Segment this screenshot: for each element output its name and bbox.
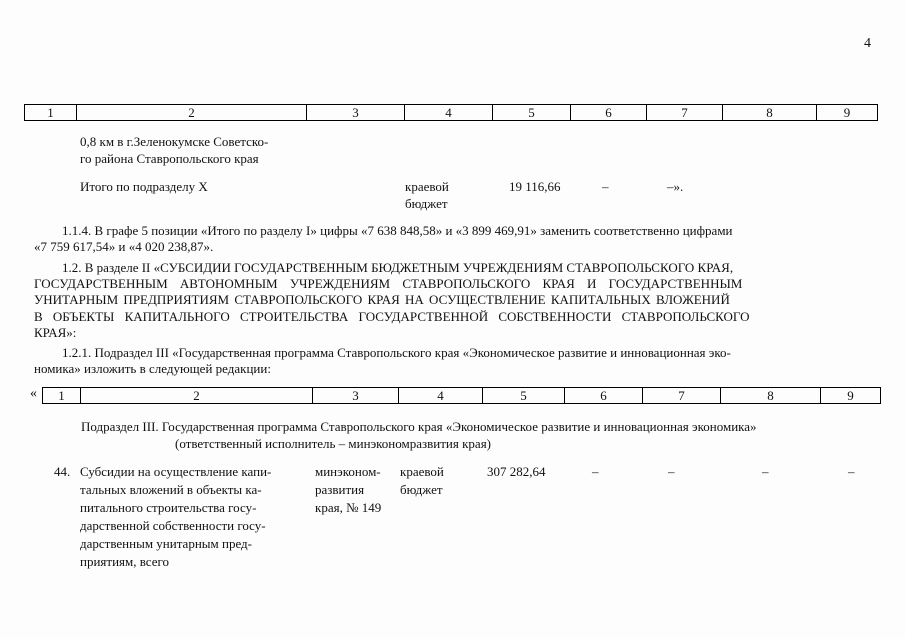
column-number-cell: 8 <box>723 105 817 121</box>
row-amount: 307 282,64 <box>487 464 546 479</box>
column-number-cell: 7 <box>647 105 723 121</box>
row-name-line: приятиям, всего <box>80 554 170 569</box>
paragraph-line: 1.2.1. Подраздел III «Государственная программа Ставропольского края «Экономическое развитие и инновационная эко- <box>62 345 731 360</box>
row-name-line <box>80 499 306 517</box>
top-row-name-line: 0,8 км в г.Зеленокумске Советско- <box>80 134 269 149</box>
top-row-dash: – <box>602 179 609 194</box>
column-number-cell: 6 <box>571 105 647 121</box>
row-name-text: питального строительства госу- <box>80 500 257 515</box>
column-number-cell: 6 <box>565 388 643 404</box>
row-budget-line: бюджет <box>400 482 443 497</box>
subsection-title: Подраздел III. Государственная программа Ставропольского края «Экономическое развитие и инновационная экономика» <box>81 419 757 434</box>
row-name-line <box>80 517 306 535</box>
subsection-total-amount: 19 116,66 <box>509 179 561 194</box>
column-number-cell: 9 <box>821 388 881 404</box>
paragraph-line: ГОСУДАРСТВЕННЫМ АВТОНОМНЫМ УЧРЕЖДЕНИЯМ СТАВРОПОЛЬСКОГО КРАЯ И ГОСУДАРСТВЕННЫМ <box>34 276 743 292</box>
row-name-text: тальных вложений в объекты ка- <box>80 482 262 497</box>
subsection-executor: (ответственный исполнитель – минэкономразвития края) <box>175 436 492 451</box>
column-number-row <box>43 388 881 404</box>
column-number-header-top <box>24 104 878 121</box>
paragraph-line: 1.2. В разделе II «СУБСИДИИ ГОСУДАРСТВЕННЫМ БЮДЖЕТНЫМ УЧРЕЖДЕНИЯМ СТАВРОПОЛЬСКОГО КРАЯ, <box>62 260 734 275</box>
paragraph-1-1-4 <box>34 223 869 255</box>
column-number-cell: 3 <box>307 105 405 121</box>
column-number-cell: 8 <box>721 388 821 404</box>
top-row-budget-line: бюджет <box>405 196 448 211</box>
paragraph-1-2-1 <box>34 345 869 377</box>
opening-quote: « <box>30 386 37 401</box>
paragraph-line: КРАЯ»: <box>34 324 77 340</box>
row-name-text: дарственной собственности госу- <box>80 518 266 533</box>
paragraph-1-2 <box>34 260 869 341</box>
subsection-total-label: Итого по подразделу Х <box>80 179 208 194</box>
row-number: 44. <box>54 464 71 479</box>
row-name-text: Субсидии на осуществление капи- <box>80 464 272 479</box>
row-dash: – <box>592 464 599 479</box>
row-dash: – <box>668 464 675 479</box>
paragraph-line: В ОБЪЕКТЫ КАПИТАЛЬНОГО СТРОИТЕЛЬСТВА ГОСУДАРСТВЕННОЙ СОБСТВЕННОСТИ СТАВРОПОЛЬСКОГО <box>34 308 750 324</box>
column-number-cell: 9 <box>817 105 878 121</box>
row-executor <box>315 463 381 517</box>
row-name <box>80 463 306 571</box>
paragraph-line: УНИТАРНЫМ ПРЕДПРИЯТИЯМ СТАВРОПОЛЬСКОГО КРАЯ НА ОСУЩЕСТВЛЕНИЕ КАПИТАЛЬНЫХ ВЛОЖЕНИЙ <box>34 292 730 308</box>
column-number-cell: 5 <box>483 388 565 404</box>
row-name-line <box>80 463 306 481</box>
column-number-cell: 4 <box>405 105 493 121</box>
row-dash: – <box>762 464 769 479</box>
column-number-header-bottom <box>42 387 881 404</box>
row-budget <box>400 463 444 499</box>
column-number-cell: 2 <box>77 105 307 121</box>
page-number: 4 <box>864 36 871 51</box>
paragraph-line: «7 759 617,54» и «4 020 238,87». <box>34 239 214 255</box>
row-executor-line: минэконом- <box>315 464 381 479</box>
paragraph-text: 1.1.4. В графе 5 позиции «Итого по разделу I» цифры «7 638 848,58» и «3 899 469,91» заменить соответственно цифрами <box>62 223 733 238</box>
column-number-cell: 7 <box>643 388 721 404</box>
column-number-row <box>25 105 878 121</box>
row-dash: – <box>848 464 855 479</box>
row-name-line <box>80 535 306 553</box>
column-number-cell: 4 <box>399 388 483 404</box>
top-row-closing: –». <box>667 179 684 194</box>
column-number-cell: 3 <box>313 388 399 404</box>
row-name-text: дарственным унитарным пред- <box>80 536 252 551</box>
top-row-name-line: го района Ставропольского края <box>80 151 259 166</box>
column-number-cell: 1 <box>25 105 77 121</box>
column-number-cell: 1 <box>43 388 81 404</box>
row-executor-line: развития <box>315 482 365 497</box>
paragraph-line: номика» изложить в следующей редакции: <box>34 361 271 377</box>
row-budget-line: краевой <box>400 464 444 479</box>
column-number-cell: 2 <box>81 388 313 404</box>
top-row-budget-line: краевой <box>405 179 449 194</box>
row-name-line <box>80 481 306 499</box>
column-number-cell: 5 <box>493 105 571 121</box>
paragraph-line <box>34 223 869 239</box>
row-executor-line: края, № 149 <box>315 500 382 515</box>
